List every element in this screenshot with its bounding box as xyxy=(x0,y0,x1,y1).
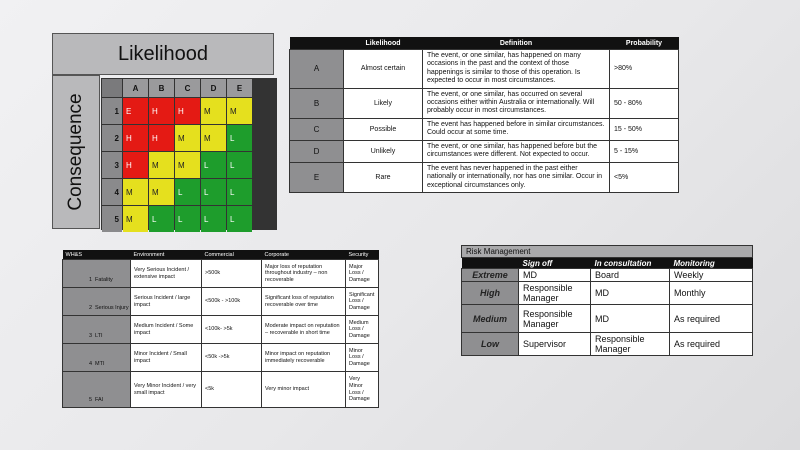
matrix-cell: E xyxy=(123,98,148,124)
likelihood-level: D xyxy=(290,140,344,162)
likelihood-probability: 15 - 50% xyxy=(610,118,679,140)
likelihood-label: Almost certain xyxy=(344,50,423,89)
consequence-header: Commercial xyxy=(202,250,262,260)
consequence-whs-cell xyxy=(63,344,131,372)
consequence-number: 1 xyxy=(89,277,93,284)
matrix-cell: M xyxy=(227,98,252,124)
matrix-cell: H xyxy=(149,98,174,124)
likelihood-label: Rare xyxy=(344,162,423,192)
matrix-col-header: B xyxy=(149,79,174,97)
matrix-col-header: C xyxy=(175,79,200,97)
matrix-cell: L xyxy=(201,152,226,178)
risk-sign-off: Responsible Manager xyxy=(519,305,591,333)
matrix-cell: L xyxy=(175,179,200,205)
consequence-row xyxy=(63,316,379,344)
consequence-whs: Fatality xyxy=(95,277,113,284)
matrix-cell: L xyxy=(227,206,252,232)
risk-header: Sign off xyxy=(519,258,591,269)
consequence-corporate: Minor impact on reputation immediately recoverable xyxy=(262,344,346,372)
risk-row xyxy=(462,269,753,282)
consequence-environment: Very Serious Incident / extensive impact xyxy=(131,260,202,288)
consequence-whs-cell xyxy=(63,372,131,408)
matrix-grid xyxy=(101,78,277,230)
likelihood-header: Definition xyxy=(423,37,610,50)
risk-monitoring: As required xyxy=(670,305,753,333)
consequence-corporate: Major loss of reputation throughout industry – non recoverable xyxy=(262,260,346,288)
consequence-header: Environment xyxy=(131,250,202,260)
risk-sign-off: Responsible Manager xyxy=(519,282,591,305)
consequence-row xyxy=(63,288,379,316)
consequence-whs: LTI xyxy=(95,333,103,340)
likelihood-definition: The event has happened before in similar circumstances. Could occur at some time. xyxy=(423,118,610,140)
likelihood-row xyxy=(290,140,679,162)
matrix-col-header: A xyxy=(123,79,148,97)
matrix-row-header: 3 xyxy=(102,152,122,178)
consequence-whs-cell xyxy=(63,260,131,288)
matrix-corner xyxy=(102,79,122,97)
consequence-commercial: <500k - >100k xyxy=(202,288,262,316)
risk-consultation: MD xyxy=(591,282,670,305)
likelihood-level: A xyxy=(290,50,344,89)
matrix-cell: M xyxy=(201,125,226,151)
likelihood-probability: >80% xyxy=(610,50,679,89)
consequence-header: Security xyxy=(346,250,379,260)
likelihood-row xyxy=(290,118,679,140)
likelihood-label: Possible xyxy=(344,118,423,140)
consequence-whs-cell xyxy=(63,316,131,344)
risk-consultation: Board xyxy=(591,269,670,282)
consequence-security: Medium Loss / Damage xyxy=(346,316,379,344)
likelihood-definition: The event has never happened in the past either nationally or internationally, nor has one similar. Occur in exceptional circumstances only. xyxy=(423,162,610,192)
likelihood-label: Likely xyxy=(344,88,423,118)
consequence-whs: Serious Injury xyxy=(95,305,129,312)
risk-header xyxy=(462,258,519,269)
matrix-side-label: Consequence xyxy=(52,75,100,229)
risk-monitoring: As required xyxy=(670,333,753,356)
matrix-cell: H xyxy=(123,152,148,178)
consequence-corporate: Significant loss of reputation recoverable over time xyxy=(262,288,346,316)
risk-row xyxy=(462,305,753,333)
matrix-cell: H xyxy=(175,98,200,124)
consequence-environment: Serious Incident / large impact xyxy=(131,288,202,316)
risk-level: Extreme xyxy=(462,269,519,282)
consequence-commercial: <50k ->5k xyxy=(202,344,262,372)
likelihood-level: B xyxy=(290,88,344,118)
likelihood-level: C xyxy=(290,118,344,140)
consequence-security: Minor Loss / Damage xyxy=(346,344,379,372)
consequence-environment: Very Minor Incident / very small impact xyxy=(131,372,202,408)
consequence-whs-cell xyxy=(63,288,131,316)
consequence-row xyxy=(63,260,379,288)
consequence-header: WH&S xyxy=(63,250,131,260)
likelihood-level: E xyxy=(290,162,344,192)
matrix-cell: M xyxy=(123,179,148,205)
consequence-environment: Minor Incident / Small impact xyxy=(131,344,202,372)
matrix-cell: L xyxy=(175,206,200,232)
matrix-cell: H xyxy=(123,125,148,151)
risk-consultation: MD xyxy=(591,305,670,333)
matrix-cell: M xyxy=(123,206,148,232)
likelihood-header: Likelihood xyxy=(344,37,423,50)
consequence-security: Major Loss / Damage xyxy=(346,260,379,288)
matrix-cell: L xyxy=(149,206,174,232)
risk-row xyxy=(462,282,753,305)
matrix-cell: L xyxy=(201,206,226,232)
matrix-title: Likelihood xyxy=(52,33,274,75)
consequence-environment: Medium Incident / Some impact xyxy=(131,316,202,344)
risk-level: High xyxy=(462,282,519,305)
likelihood-definition: The event, or one similar, has happened before but the circumstances were different. Not expected to occur. xyxy=(423,140,610,162)
matrix-cell: M xyxy=(175,152,200,178)
risk-management-table xyxy=(461,245,753,356)
matrix-cell: L xyxy=(227,125,252,151)
risk-title-row xyxy=(462,246,753,258)
consequence-security: Significant Loss / Damage xyxy=(346,288,379,316)
matrix-row-header: 5 xyxy=(102,206,122,232)
matrix-row-header: 4 xyxy=(102,179,122,205)
consequence-commercial: <5k xyxy=(202,372,262,408)
likelihood-row xyxy=(290,88,679,118)
risk-level: Medium xyxy=(462,305,519,333)
matrix-row-header: 1 xyxy=(102,98,122,124)
matrix-cell: M xyxy=(175,125,200,151)
matrix-cell: M xyxy=(149,179,174,205)
consequence-commercial: <100k- >5k xyxy=(202,316,262,344)
matrix-cell: L xyxy=(227,179,252,205)
likelihood-row xyxy=(290,162,679,192)
consequence-security: Very Minor Loss / Damage xyxy=(346,372,379,408)
risk-monitoring: Monthly xyxy=(670,282,753,305)
matrix-cell: H xyxy=(149,125,174,151)
likelihood-header: Probability xyxy=(610,37,679,50)
consequence-whs: FAI xyxy=(95,397,104,404)
consequence-commercial: >500k xyxy=(202,260,262,288)
consequence-number: 5 xyxy=(89,397,93,404)
consequence-table xyxy=(62,250,379,408)
likelihood-table xyxy=(289,37,679,193)
matrix-cell: M xyxy=(149,152,174,178)
risk-title: Risk Management xyxy=(462,246,753,258)
likelihood-definition: The event, or one similar, has occurred on several occasions either within Australia or internationally. Will probably occur in most circumstances. xyxy=(423,88,610,118)
likelihood-row xyxy=(290,50,679,89)
consequence-corporate: Very minor impact xyxy=(262,372,346,408)
likelihood-label: Unlikely xyxy=(344,140,423,162)
risk-level: Low xyxy=(462,333,519,356)
consequence-number: 4 xyxy=(89,361,93,368)
matrix-col-header: D xyxy=(201,79,226,97)
matrix-cell: L xyxy=(227,152,252,178)
likelihood-definition: The event, or one similar, has happened on many occasions in the past and the context of those happenings is similar to those of this operation. Is expected to occur in most circumstances. xyxy=(423,50,610,89)
consequence-row xyxy=(63,344,379,372)
likelihood-probability: <5% xyxy=(610,162,679,192)
consequence-number: 2 xyxy=(89,305,93,312)
risk-consultation: Responsible Manager xyxy=(591,333,670,356)
likelihood-header xyxy=(290,37,344,50)
consequence-row xyxy=(63,372,379,408)
risk-monitoring: Weekly xyxy=(670,269,753,282)
risk-sign-off: MD xyxy=(519,269,591,282)
likelihood-probability: 5 - 15% xyxy=(610,140,679,162)
consequence-corporate: Moderate impact on reputation – recoverable in short time xyxy=(262,316,346,344)
risk-header-row xyxy=(462,258,753,269)
matrix-cell: M xyxy=(201,98,226,124)
risk-header: Monitoring xyxy=(670,258,753,269)
matrix-cell: L xyxy=(201,179,226,205)
risk-row xyxy=(462,333,753,356)
consequence-header: Corporate xyxy=(262,250,346,260)
risk-header: In consultation xyxy=(591,258,670,269)
risk-sign-off: Supervisor xyxy=(519,333,591,356)
consequence-number: 3 xyxy=(89,333,93,340)
likelihood-probability: 50 - 80% xyxy=(610,88,679,118)
matrix-col-header: E xyxy=(227,79,252,97)
matrix-row-header: 2 xyxy=(102,125,122,151)
consequence-whs: MTI xyxy=(95,361,105,368)
